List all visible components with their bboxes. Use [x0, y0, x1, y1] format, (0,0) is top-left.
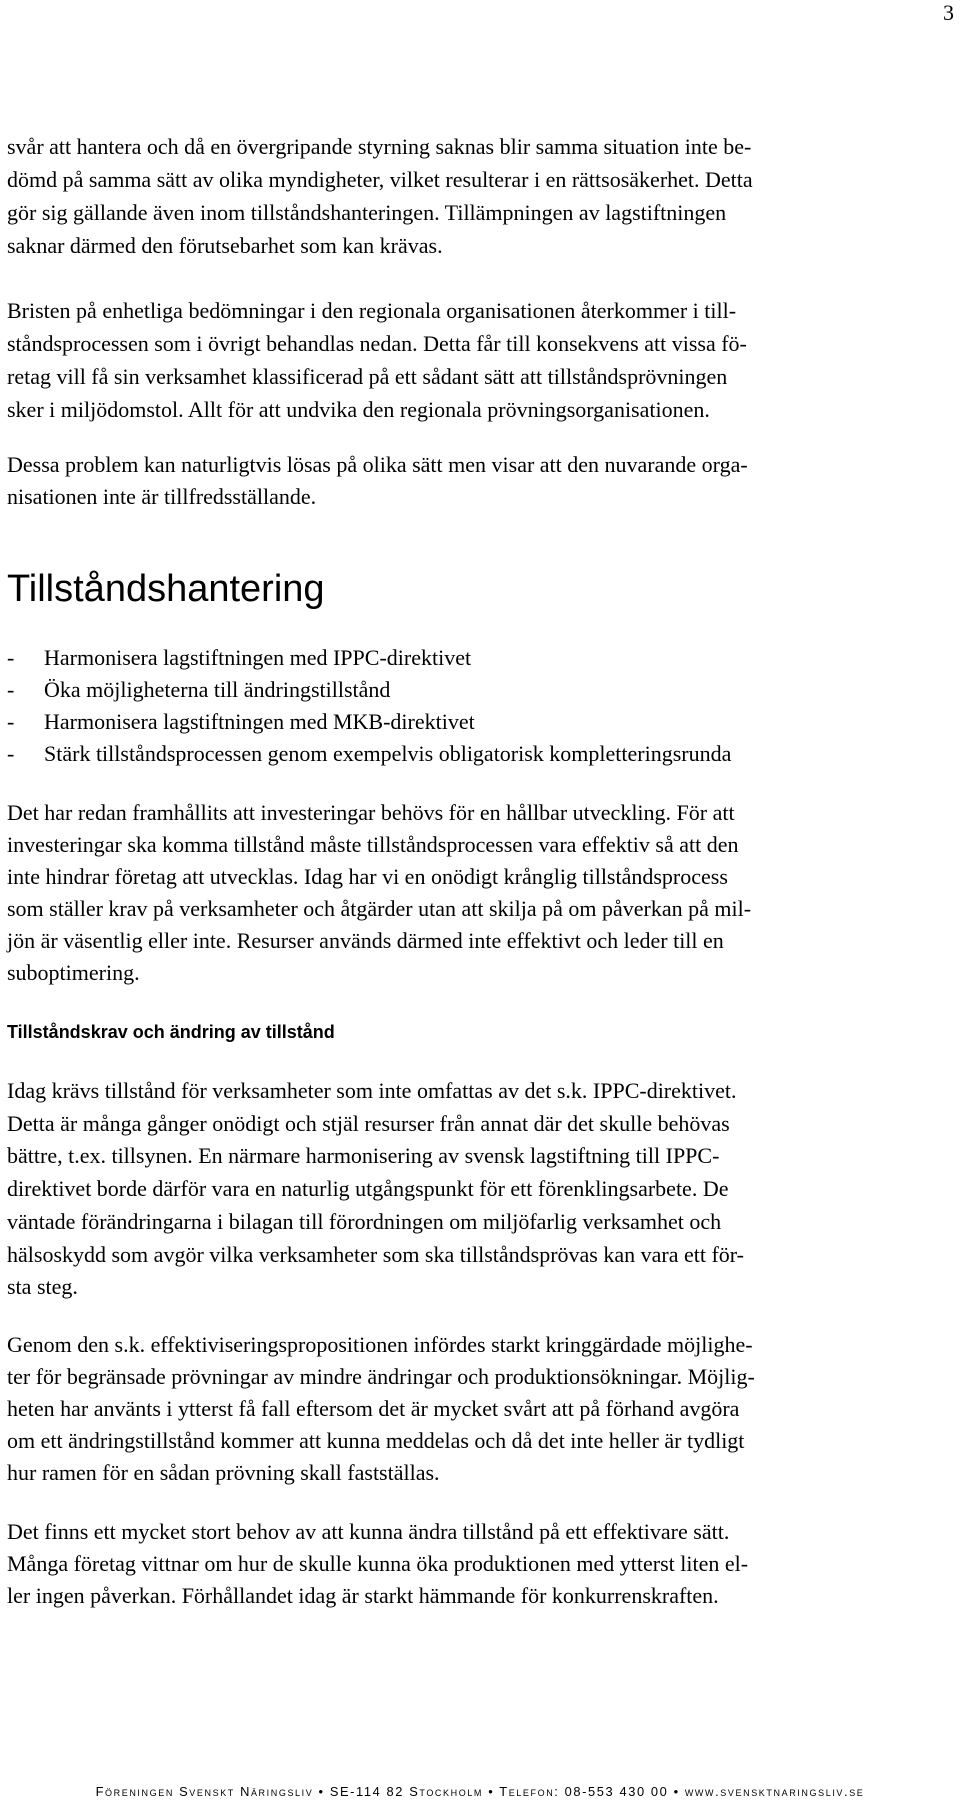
list-item	[7, 643, 471, 673]
text-line: väntade förändringarna i bilagan till förordningen om miljöfarlig verksamhet och	[7, 1209, 722, 1234]
text-line: ståndsprocessen som i övrigt behandlas nedan. Detta får till konsekvens att vissa fö-	[7, 331, 747, 356]
page-number: 3	[943, 0, 954, 25]
text-line: bättre, t.ex. tillsynen. En närmare harmonisering av svensk lagstiftning till IPPC-	[7, 1143, 720, 1168]
footer-contact: Föreningen Svenskt Näringsliv • SE-114 82 Stockholm • Telefon: 08-553 430 00 • www.svensktnaringsliv.se	[95, 1784, 865, 1799]
section-heading: Tillståndshantering	[7, 568, 325, 610]
text-line: ler ingen påverkan. Förhållandet idag är starkt hämmande för konkurrenskraften.	[7, 1583, 719, 1608]
text-line: Dessa problem kan naturligtvis lösas på olika sätt men visar att den nuvarande orga-	[7, 452, 748, 477]
text-line: inte hindrar företag att utvecklas. Idag har vi en onödigt krånglig tillståndsprocess	[7, 864, 728, 889]
list-item	[7, 675, 390, 705]
text-line: som ställer krav på verksamheter och åtgärder utan att skilja på om påverkan på mil-	[7, 896, 752, 921]
text-line: ter för begränsade prövningar av mindre ändringar och produktionsökningar. Möjlig-	[7, 1364, 755, 1389]
bullet-marker: -	[7, 645, 15, 670]
text-line: sker i miljödomstol. Allt för att undvika den regionala prövningsorganisationen.	[7, 397, 710, 422]
text-line: jön är väsentlig eller inte. Resurser används därmed inte effektivt och leder till en	[7, 928, 724, 953]
text-line: gör sig gällande även inom tillståndshanteringen. Tillämpningen av lagstiftningen	[7, 200, 727, 225]
text-line: direktivet borde därför vara en naturlig utgångspunkt för ett förenklingsarbete. De	[7, 1176, 729, 1201]
text-line: heten har använts i ytterst få fall eftersom det är mycket svårt att på förhand avgöra	[7, 1396, 740, 1421]
text-line: sta steg.	[7, 1274, 78, 1299]
bullet-marker: -	[7, 741, 15, 766]
text-line: svår att hantera och då en övergripande styrning saknas blir samma situation inte be-	[7, 134, 752, 159]
text-line: Det finns ett mycket stort behov av att kunna ändra tillstånd på ett effektivare sätt.	[7, 1519, 730, 1544]
list-item-text: Harmonisera lagstiftningen med IPPC-direktivet	[44, 645, 472, 670]
list-item-text: Öka möjligheterna till ändringstillstånd	[44, 677, 391, 702]
text-line: Genom den s.k. effektiviseringspropositionen infördes starkt kringgärdade möjlighe-	[7, 1332, 753, 1357]
text-line: Detta är många gånger onödigt och stjäl resurser från annat där det skulle behövas	[7, 1111, 730, 1136]
text-line: nisationen inte är tillfredsställande.	[7, 484, 317, 509]
text-line: Idag krävs tillstånd för verksamheter som inte omfattas av det s.k. IPPC-direktivet.	[7, 1078, 737, 1103]
text-line: hur ramen för en sådan prövning skall fastställas.	[7, 1460, 440, 1485]
text-line: suboptimering.	[7, 960, 140, 985]
subheading: Tillståndskrav och ändring av tillstånd	[7, 1022, 335, 1042]
text-line: hälsoskydd som avgör vilka verksamheter som ska tillståndsprövas kan vara ett för-	[7, 1242, 744, 1267]
text-line: Det har redan framhållits att investeringar behövs för en hållbar utveckling. För att	[7, 800, 735, 825]
bullet-marker: -	[7, 677, 15, 702]
list-item	[7, 739, 731, 769]
list-item-text: Harmonisera lagstiftningen med MKB-direktivet	[44, 709, 475, 734]
text-line: investeringar ska komma tillstånd måste tillståndsprocessen vara effektiv så att den	[7, 832, 739, 857]
list-item-text: Stärk tillståndsprocessen genom exempelvis obligatorisk kompletteringsrunda	[44, 741, 732, 766]
text-line: saknar därmed den förutsebarhet som kan krävas.	[7, 233, 443, 258]
text-line: Bristen på enhetliga bedömningar i den regionala organisationen återkommer i till-	[7, 298, 737, 323]
text-line: dömd på samma sätt av olika myndigheter, vilket resulterar i en rättsosäkerhet. Detta	[7, 167, 753, 192]
text-line: om ett ändringstillstånd kommer att kunna meddelas och då det inte heller är tydligt	[7, 1428, 745, 1453]
text-line: retag vill få sin verksamhet klassificerad på ett sådant sätt att tillståndsprövningen	[7, 364, 728, 389]
text-line: Många företag vittnar om hur de skulle kunna öka produktionen med ytterst liten el-	[7, 1551, 749, 1576]
list-item	[7, 707, 475, 737]
bullet-marker: -	[7, 709, 15, 734]
